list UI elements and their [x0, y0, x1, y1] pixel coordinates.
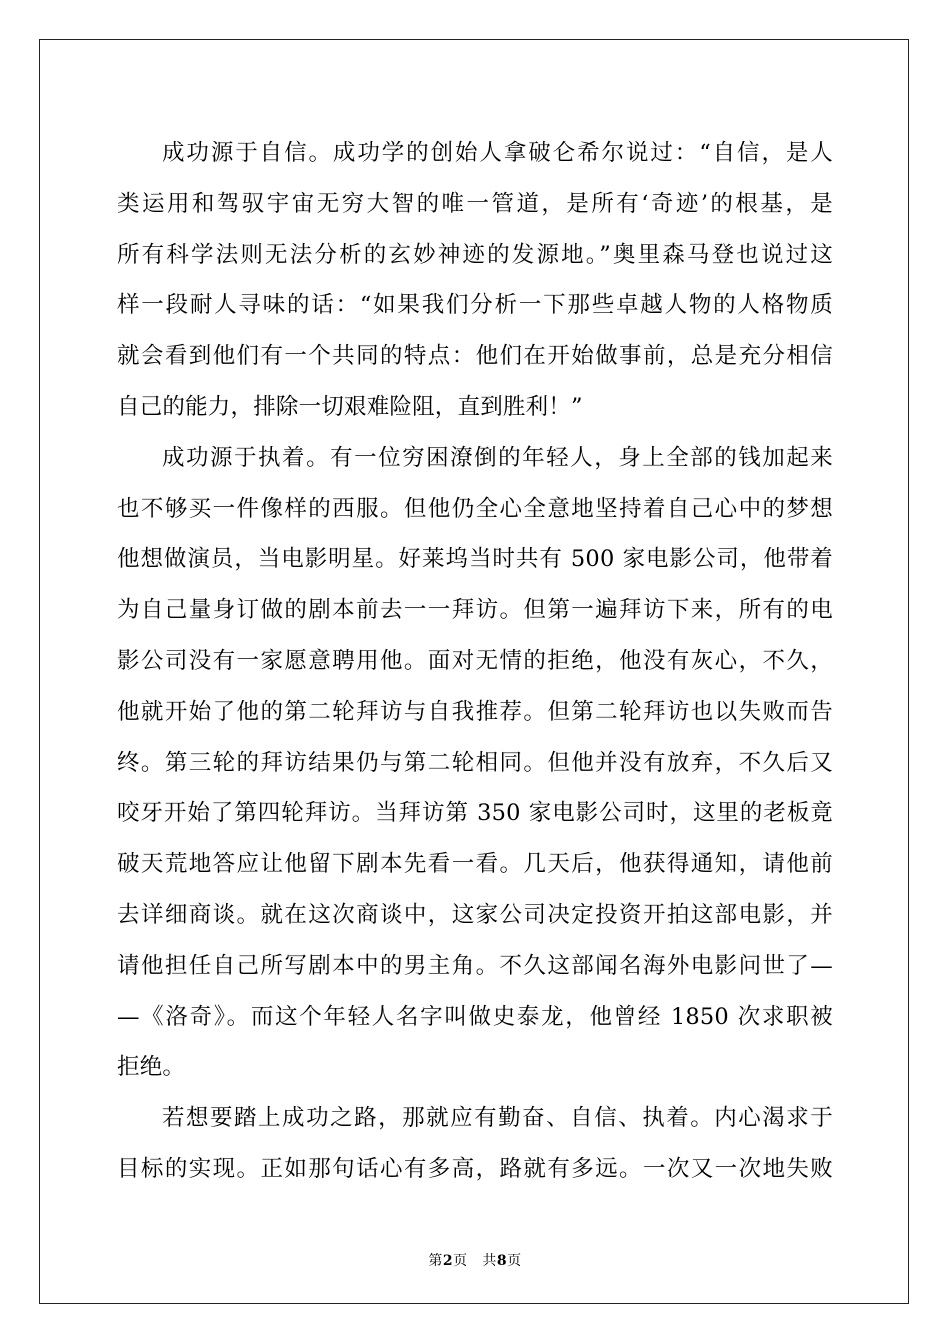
text-line: 样一段耐人寻味的话：“如果我们分析一下那些卓越人物的人格物质 — [117, 292, 833, 319]
paragraph — [117, 433, 833, 1093]
text-line: 目标的实现。正如那句话心有多高，路就有多远。一次又一次地失败 — [117, 1155, 833, 1182]
footer-total-prefix: 共 — [482, 1253, 497, 1269]
text-line: 为自己量身订做的剧本前去一一拜访。但第一遍拜访下来，所有的电 — [117, 597, 833, 624]
text-line: 成功源于执着。有一位穷困潦倒的年轻人，身上全部的钱加起来 — [162, 444, 833, 471]
page-footer — [0, 1250, 950, 1270]
text-line: —《洛奇》。而这个年轻人名字叫做史泰龙，他曾经 1850 次求职被 — [117, 1003, 833, 1030]
footer-prefix: 第 — [428, 1253, 443, 1269]
text-line: 自己的能力，排除一切艰难险阻，直到胜利！” — [117, 393, 583, 420]
text-line: 就会看到他们有一个共同的特点：他们在开始做事前，总是充分相信 — [117, 343, 833, 370]
text-line: 若想要踏上成功之路，那就应有勤奋、自信、执着。内心渴求于 — [162, 1105, 833, 1132]
paragraph — [117, 128, 833, 433]
text-line: 终。第三轮的拜访结果仍与第二轮相同。但他并没有放弃，不久后又 — [117, 749, 833, 776]
paragraph — [117, 1093, 833, 1195]
text-line: 请他担任自己所写剧本中的男主角。不久这部闻名海外电影问世了— — [117, 952, 833, 979]
document-body — [117, 128, 833, 1195]
text-line: 成功源于自信。成功学的创始人拿破仑希尔说过：“自信，是人 — [162, 140, 833, 166]
text-line: 所有科学法则无法分析的玄妙神迹的发源地。”奥里森马登也说过这 — [117, 241, 833, 268]
text-line: 影公司没有一家愿意聘用他。面对无情的拒绝，他没有灰心，不久， — [117, 647, 833, 674]
footer-page-suffix: 页 — [453, 1253, 468, 1269]
current-page-number: 2 — [442, 1253, 454, 1269]
text-line: 他就开始了他的第二轮拜访与自我推荐。但第二轮拜访也以失败而告 — [117, 698, 833, 725]
footer-total-suffix: 页 — [507, 1253, 522, 1269]
text-line: 他想做演员，当电影明星。好莱坞当时共有 500 家电影公司，他带着 — [117, 546, 833, 573]
text-line: 拒绝。 — [117, 1054, 186, 1081]
text-line: 破天荒地答应让他留下剧本先看一看。几天后，他获得通知，请他前 — [117, 851, 833, 878]
total-page-count: 8 — [496, 1253, 508, 1269]
text-line: 咬牙开始了第四轮拜访。当拜访第 350 家电影公司时，这里的老板竟 — [117, 800, 833, 827]
text-line: 去详细商谈。就在这次商谈中，这家公司决定投资开拍这部电影，并 — [117, 901, 833, 928]
text-line: 也不够买一件像样的西服。但他仍全心全意地坚持着自己心中的梦想 — [117, 495, 833, 522]
text-line: 类运用和驾驭宇宙无穷大智的唯一管道，是所有‘奇迹’的根基，是 — [117, 190, 833, 217]
